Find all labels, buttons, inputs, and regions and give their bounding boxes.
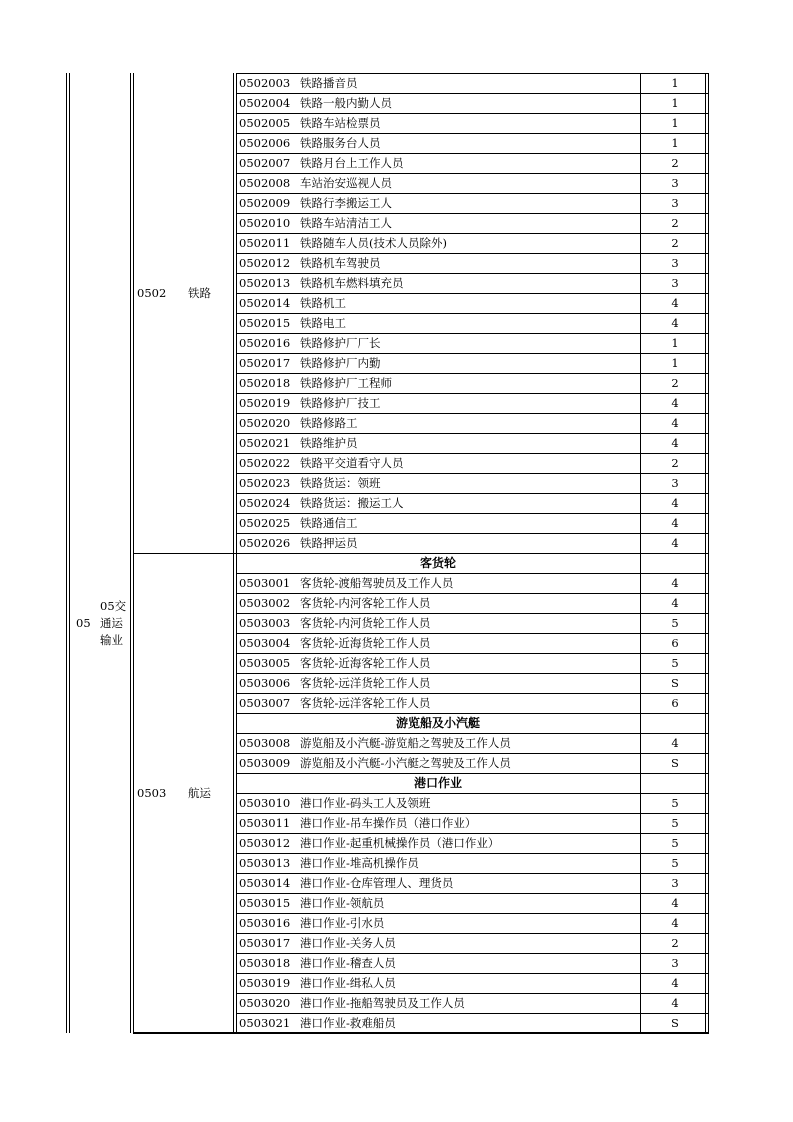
row-divider [236, 1033, 708, 1034]
risk-level: 4 [671, 536, 679, 550]
risk-level: 4 [671, 416, 679, 430]
table-row [236, 913, 708, 933]
section-title: 客货轮 [419, 556, 456, 570]
occupation-name: 车站治安巡视人员 [300, 176, 392, 190]
risk-level: 4 [671, 576, 679, 590]
risk-level: 5 [671, 656, 679, 670]
occupation-code: 0502019 [239, 396, 291, 410]
occupation-code: 0503016 [239, 916, 291, 930]
occupation-code: 0502020 [239, 416, 291, 430]
risk-level: 4 [671, 896, 679, 910]
table-row [236, 573, 708, 593]
occupation-code: 0502013 [239, 276, 291, 290]
occupation-code: 0502010 [239, 216, 291, 230]
table-row [236, 93, 708, 113]
occupation-code: 0503019 [239, 976, 291, 990]
occupation-code: 0503018 [239, 956, 291, 970]
section-header-row [236, 553, 708, 573]
table-row [236, 693, 708, 713]
table-row [236, 513, 708, 533]
risk-level: 2 [671, 936, 679, 950]
risk-level: 6 [671, 696, 679, 710]
table-row [236, 953, 708, 973]
risk-level: 4 [671, 316, 679, 330]
occupation-name: 港口作业-仓库管理人、理货员 [300, 876, 454, 890]
occupation-code: 0503011 [239, 816, 291, 830]
occupation-name: 铁路播音员 [300, 76, 358, 90]
occupation-code: 0502009 [239, 196, 291, 210]
occupation-code: 0502005 [239, 116, 291, 130]
table-row [236, 473, 708, 493]
occupation-code: 0503010 [239, 796, 291, 810]
occupation-name: 港口作业-拖船驾驶员及工作人员 [300, 996, 465, 1010]
occupation-code: 0503014 [239, 876, 291, 890]
risk-level: 3 [671, 176, 679, 190]
left-border-double-b [69, 73, 70, 1033]
occupation-name: 客货轮-渡船驾驶员及工作人员 [300, 576, 454, 590]
occupation-name: 港口作业-稽查人员 [300, 956, 396, 970]
occupation-name: 客货轮-远洋货轮工作人员 [300, 676, 431, 690]
occupation-name: 港口作业-救难船员 [300, 1016, 396, 1030]
occupation-code: 0503012 [239, 836, 291, 850]
occupation-name: 铁路机车燃料填充员 [300, 276, 404, 290]
risk-level: 5 [671, 616, 679, 630]
occupation-code: 0503013 [239, 856, 291, 870]
table-row [236, 333, 708, 353]
category-code: 05 [76, 616, 91, 630]
risk-level: 3 [671, 876, 679, 890]
occupation-name: 港口作业-领航员 [300, 896, 385, 910]
risk-level: 2 [671, 376, 679, 390]
section-title: 港口作业 [413, 776, 462, 790]
risk-level: 1 [671, 136, 679, 150]
table-row [236, 973, 708, 993]
table-row [236, 753, 708, 773]
occupation-name: 港口作业-关务人员 [300, 936, 396, 950]
occupation-name: 铁路货运：领班 [300, 476, 381, 490]
subcategory-divider [133, 553, 237, 554]
occupation-name: 铁路平交道看守人员 [300, 456, 404, 470]
occupation-code: 0502014 [239, 296, 291, 310]
occupation-code: 0503004 [239, 636, 291, 650]
risk-level: 4 [671, 596, 679, 610]
occupation-name: 铁路货运：搬运工人 [300, 496, 404, 510]
risk-level: 3 [671, 256, 679, 270]
category-name-line1: 05交 [100, 599, 127, 613]
risk-level: 3 [671, 956, 679, 970]
risk-level: 4 [671, 996, 679, 1010]
risk-level: 4 [671, 516, 679, 530]
occupation-code: 0502024 [239, 496, 291, 510]
table-row [236, 853, 708, 873]
occupation-code: 0503005 [239, 656, 291, 670]
table-row [236, 273, 708, 293]
table-row [236, 793, 708, 813]
category-border-a [130, 73, 131, 1033]
risk-level: 4 [671, 296, 679, 310]
occupation-code: 0503003 [239, 616, 291, 630]
occupation-code: 0502023 [239, 476, 291, 490]
occupation-code: 0502015 [239, 316, 291, 330]
occupation-name: 港口作业-起重机械操作员（港口作业） [300, 836, 500, 850]
occupation-code: 0503007 [239, 696, 291, 710]
table-row [236, 813, 708, 833]
table-row [236, 433, 708, 453]
section-header-row [236, 713, 708, 733]
occupation-code: 0502011 [239, 236, 291, 250]
risk-level: 4 [671, 916, 679, 930]
risk-level: 2 [671, 456, 679, 470]
table-row [236, 353, 708, 373]
section-title: 游览船及小汽艇 [395, 716, 480, 730]
table-row [236, 313, 708, 333]
occupation-name: 铁路押运员 [300, 536, 358, 550]
occupation-code: 0503009 [239, 756, 291, 770]
table-row [236, 213, 708, 233]
occupation-name: 铁路服务台人员 [300, 136, 381, 150]
table-row [236, 73, 708, 93]
table-row [236, 133, 708, 153]
risk-level: 2 [671, 216, 679, 230]
occupation-name: 港口作业-堆高机操作员 [300, 856, 419, 870]
risk-level: 5 [671, 836, 679, 850]
occupation-name: 港口作业-码头工人及领班 [300, 796, 431, 810]
occupation-name: 港口作业-吊车操作员（港口作业） [300, 816, 477, 830]
occupation-code: 0502017 [239, 356, 291, 370]
occupation-name: 客货轮-近海货轮工作人员 [300, 636, 431, 650]
occupation-code: 0502004 [239, 96, 291, 110]
shipping-subname: 航运 [188, 786, 211, 800]
table-row [236, 453, 708, 473]
occupation-name: 铁路机车驾驶员 [300, 256, 381, 270]
risk-level: 3 [671, 276, 679, 290]
occupation-name: 铁路车站检票员 [300, 116, 381, 130]
right-border-b [708, 73, 709, 1033]
risk-level: 3 [671, 476, 679, 490]
table-row [236, 733, 708, 753]
occupation-name: 铁路月台上工作人员 [300, 156, 404, 170]
risk-level: 1 [671, 116, 679, 130]
risk-level: 1 [671, 76, 679, 90]
risk-level: 2 [671, 156, 679, 170]
occupation-code: 0502016 [239, 336, 291, 350]
occupation-name: 游览船及小汽艇-小汽艇之驾驶及工作人员 [300, 756, 511, 770]
occupation-code: 0502018 [239, 376, 291, 390]
risk-level: S [671, 676, 679, 690]
table-row [236, 253, 708, 273]
occupation-name: 游览船及小汽艇-游览船之驾驶及工作人员 [300, 736, 511, 750]
occupation-code: 0502003 [239, 76, 291, 90]
occupation-name: 港口作业-引水员 [300, 916, 385, 930]
railway-subcode: 0502 [137, 286, 167, 300]
risk-level: 4 [671, 736, 679, 750]
occupation-name: 铁路修路工 [300, 416, 358, 430]
table-row [236, 873, 708, 893]
occupation-code: 0503015 [239, 896, 291, 910]
occupation-name: 客货轮-近海客轮工作人员 [300, 656, 431, 670]
occupation-code: 0502022 [239, 456, 291, 470]
table-row [236, 653, 708, 673]
occupation-code: 0503001 [239, 576, 291, 590]
table-row [236, 493, 708, 513]
occupation-name: 客货轮-内河客轮工作人员 [300, 596, 431, 610]
occupation-code: 0503021 [239, 1016, 291, 1030]
risk-level: 5 [671, 816, 679, 830]
occupation-name: 客货轮-远洋客轮工作人员 [300, 696, 431, 710]
occupation-code: 0502006 [239, 136, 291, 150]
table-row [236, 373, 708, 393]
table-row [236, 673, 708, 693]
occupation-name: 铁路修护厂技工 [300, 396, 381, 410]
occupation-name: 铁路维护员 [300, 436, 358, 450]
risk-level: 5 [671, 796, 679, 810]
occupation-name: 铁路机工 [300, 296, 346, 310]
table-row [236, 633, 708, 653]
table-row [236, 233, 708, 253]
occupation-code: 0503008 [239, 736, 291, 750]
occupation-code: 0502008 [239, 176, 291, 190]
category-name-line3: 输业 [100, 633, 123, 647]
table-row [236, 173, 708, 193]
table-row [236, 113, 708, 133]
risk-level: 4 [671, 496, 679, 510]
occupation-name: 铁路修护厂工程师 [300, 376, 392, 390]
occupation-code: 0502026 [239, 536, 291, 550]
table-row [236, 993, 708, 1013]
occupation-code: 0502021 [239, 436, 291, 450]
occupation-name: 铁路通信工 [300, 516, 358, 530]
risk-level: S [671, 756, 679, 770]
occupation-code: 0502007 [239, 156, 291, 170]
table-row [236, 593, 708, 613]
occupation-name: 铁路车站清洁工人 [300, 216, 392, 230]
table-row [236, 893, 708, 913]
table-row [236, 293, 708, 313]
table-row [236, 613, 708, 633]
railway-subname: 铁路 [188, 286, 211, 300]
table-row [236, 533, 708, 553]
risk-level: 1 [671, 336, 679, 350]
occupation-code: 0502025 [239, 516, 291, 530]
risk-level: 1 [671, 96, 679, 110]
table-row [236, 413, 708, 433]
risk-level: 4 [671, 436, 679, 450]
occupation-code: 0503002 [239, 596, 291, 610]
occupation-name: 铁路电工 [300, 316, 346, 330]
table-row [236, 833, 708, 853]
occupation-name: 铁路修护厂内勤 [300, 356, 381, 370]
occupation-name: 铁路随车人员(技术人员除外) [300, 236, 447, 250]
occupation-name: 铁路修护厂厂长 [300, 336, 381, 350]
occupation-code: 0503006 [239, 676, 291, 690]
occupation-code: 0502012 [239, 256, 291, 270]
risk-level: 5 [671, 856, 679, 870]
shipping-subcode: 0503 [137, 786, 167, 800]
occupation-code: 0503017 [239, 936, 291, 950]
table-row [236, 1013, 708, 1033]
table-row [236, 193, 708, 213]
risk-level: 4 [671, 396, 679, 410]
section-header-row [236, 773, 708, 793]
risk-level: 4 [671, 976, 679, 990]
occupation-name: 港口作业-缉私人员 [300, 976, 396, 990]
table-row [236, 933, 708, 953]
risk-level: 2 [671, 236, 679, 250]
risk-level: 3 [671, 196, 679, 210]
table-row [236, 393, 708, 413]
occupation-code: 0503020 [239, 996, 291, 1010]
left-border-double-a [66, 73, 67, 1033]
table-row [236, 153, 708, 173]
risk-level: 1 [671, 356, 679, 370]
category-name-line2: 通运 [100, 616, 123, 630]
risk-level: S [671, 1016, 679, 1030]
risk-level: 6 [671, 636, 679, 650]
occupation-name: 铁路行李搬运工人 [300, 196, 392, 210]
occupation-name: 客货轮-内河货轮工作人员 [300, 616, 431, 630]
occupation-name: 铁路一般内勤人员 [300, 96, 392, 110]
